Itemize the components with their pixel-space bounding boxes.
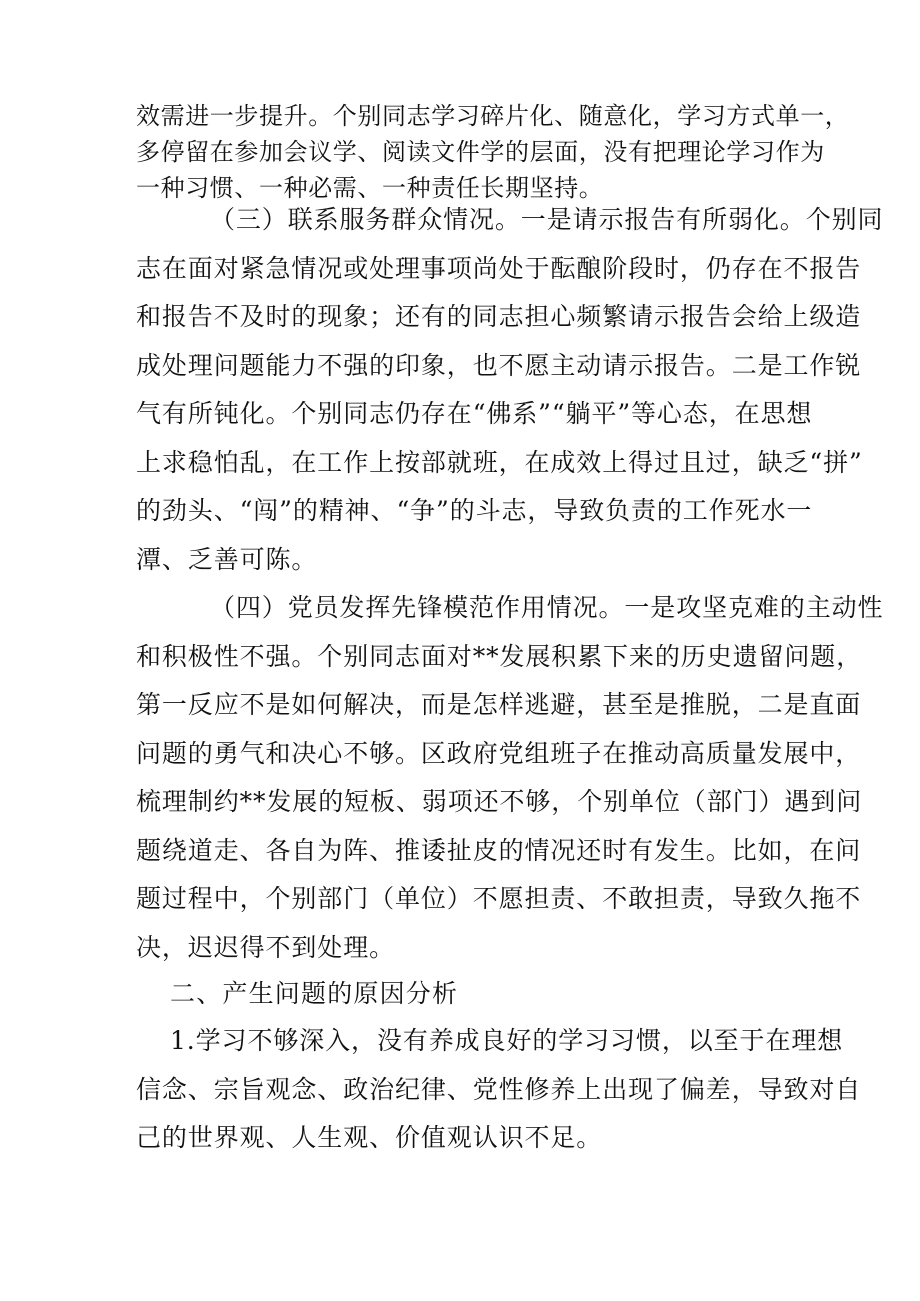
section-four-paragraph (136, 584, 884, 972)
text-line: 的劲头、“闯”的精神、“争”的斗志，导致负责的工作死水一 (136, 496, 813, 525)
text-line: 题过程中，个别部门（单位）不愿担责、不敢担责，导致久拖不 (136, 884, 862, 913)
text-line: （三）联系服务群众情况。一是请示报告有所弱化。个别同 (210, 205, 884, 234)
text-line: 多停留在参加会议学、阅读文件学的层面，没有把理论学习作为 (136, 138, 825, 166)
text-line: 潭、乏善可陈。 (136, 544, 318, 574)
text-line: 己的世界观、人生观、价值观认识不足。 (136, 1123, 603, 1152)
paragraph-top (136, 98, 850, 206)
text-line: 决，迟迟得不到处理。 (136, 932, 396, 962)
text-line: 梳理制约**发展的短板、弱项还不够，个别单位（部门）遇到问 (136, 787, 863, 816)
text-line: 和积极性不强。个别同志面对**发展积累下来的历史遗留问题， (136, 641, 863, 671)
text-line: 气有所钝化。个别同志仍存在“佛系”“躺平”等心态，在思想 (136, 399, 813, 428)
text-line: 效需进一步提升。个别同志学习碎片化、随意化，学习方式单一， (136, 102, 850, 130)
text-line: 志在面对紧急情况或处理事项尚处于酝酿阶段时，仍存在不报告 (136, 253, 862, 283)
text-line: 信念、宗旨观念、政治纪律、党性修养上出现了偏差，导致对自 (136, 1074, 862, 1104)
text-line: 一种习惯、一种必需、一种责任长期坚持。 (136, 174, 604, 202)
section-three-paragraph (136, 196, 884, 584)
text-line: 第一反应不是如何解决，而是怎样逃避，甚至是推脱，二是直面 (136, 690, 862, 719)
point-one-paragraph (136, 1017, 862, 1163)
text-line: 1.学习不够深入，没有养成良好的学习习惯，以至于在理想 (170, 1026, 844, 1055)
text-line: 题绕道走、各自为阵、推诿扯皮的情况还时有发生。比如，在问 (136, 835, 862, 865)
text-line: 和报告不及时的现象；还有的同志担心频繁请示报告会给上级造 (136, 302, 862, 331)
text-line: 问题的勇气和决心不够。区政府党组班子在推动高质量发展中， (136, 738, 862, 768)
text-line: （四）党员发挥先锋模范作用情况。一是攻坚克难的主动性 (210, 593, 884, 622)
text-line: 成处理问题能力不强的印象，也不愿主动请示报告。二是工作锐 (136, 350, 862, 380)
text-line: 上求稳怕乱，在工作上按部就班，在成效上得过且过，缺乏“拼” (136, 447, 863, 477)
section-heading: 二、产生问题的原因分析 (170, 979, 459, 1008)
